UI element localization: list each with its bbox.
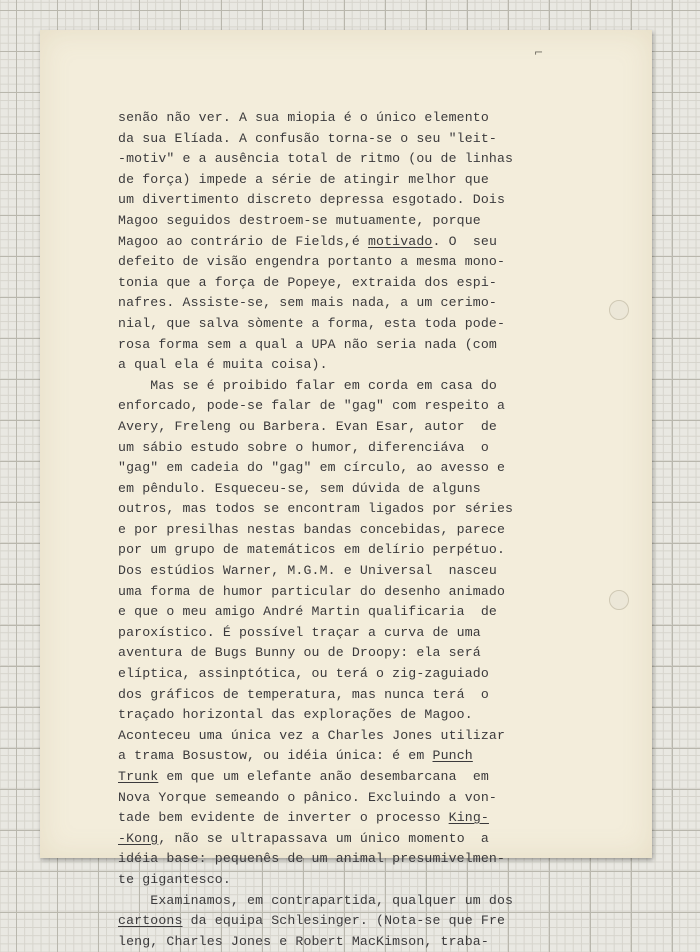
text-segment: tonia que a força de Popeye, extraida dos espi- xyxy=(118,274,497,290)
underlined-title: cartoons xyxy=(118,913,183,929)
text-line xyxy=(118,149,608,170)
text-line xyxy=(118,746,608,767)
text-segment: traçado horizontal das explorações de Magoo. xyxy=(118,707,473,723)
text-line xyxy=(118,438,608,459)
underlined-title: Punch xyxy=(432,748,473,764)
text-line xyxy=(118,891,608,912)
text-segment: . O seu xyxy=(432,233,498,249)
text-segment: Avery, Freleng ou Barbera. Evan Esar, autor de xyxy=(118,418,497,434)
text-line xyxy=(118,685,608,706)
text-segment: da sua Elíada. A confusão torna-se o seu "leit- xyxy=(118,130,497,146)
text-line xyxy=(118,788,608,809)
text-segment: Magoo seguidos destroem-se mutuamente, porque xyxy=(118,212,481,228)
text-segment: um divertimento discreto depressa esgotado. Dois xyxy=(118,192,506,208)
typed-page xyxy=(40,30,652,949)
text-segment: em que um elefante anão desembarcana em xyxy=(158,769,489,784)
text-segment: paroxístico. É possível traçar a curva de uma xyxy=(118,624,481,640)
text-segment: leng, Charles Jones e Robert MacKimson, traba- xyxy=(118,933,489,949)
text-segment: da equipa Schlesinger. (Nota-se que Fre xyxy=(182,913,506,929)
text-segment: e que o meu amigo André Martin qualificaria de xyxy=(118,604,497,620)
underlined-title: Trunk xyxy=(118,769,159,784)
text-line xyxy=(118,849,608,870)
text-line xyxy=(118,190,608,211)
text-segment: Examinamos, em contrapartida, qualquer um dos xyxy=(118,892,514,908)
text-segment: Aconteceu uma única vez a Charles Jones utilizar xyxy=(118,727,506,743)
text-segment: elíptica, assinptótica, ou terá o zig-zaguiado xyxy=(118,666,489,682)
text-line xyxy=(118,355,608,376)
text-line xyxy=(118,314,608,335)
text-segment: -motiv" e a ausência total de ritmo (ou de linhas xyxy=(118,151,514,167)
text-line xyxy=(118,376,608,397)
text-line xyxy=(118,232,608,253)
punch-hole-top xyxy=(609,300,629,320)
text-line xyxy=(118,602,608,623)
text-segment: idéia base: pequenês de um animal presumivelmen- xyxy=(118,851,506,867)
ink-mark: ⌐ xyxy=(534,46,544,59)
text-segment: Mas se é proibido falar em corda em casa do xyxy=(118,377,497,393)
text-line xyxy=(118,211,608,232)
text-segment: a qual ela é muita coisa). xyxy=(118,357,328,373)
text-segment: a trama Bosustow, ou idéia única: é em xyxy=(118,748,433,764)
text-segment: te gigantesco. xyxy=(118,871,231,887)
text-line xyxy=(118,417,608,438)
text-segment: rosa forma sem a qual a UPA não seria nada (com xyxy=(118,336,497,352)
punch-hole-bottom xyxy=(609,590,629,610)
text-line xyxy=(118,458,608,479)
text-segment: Nova Yorque semeando o pânico. Excluindo a von- xyxy=(118,789,497,805)
text-line xyxy=(118,170,608,191)
text-line xyxy=(118,520,608,541)
text-line xyxy=(118,726,608,747)
text-segment: Magoo ao contrário de Fields,é xyxy=(118,233,368,249)
text-line xyxy=(118,479,608,500)
text-line xyxy=(118,252,608,273)
text-line xyxy=(118,293,608,314)
text-segment: em pêndulo. Esqueceu-se, sem dúvida de alguns xyxy=(118,480,481,496)
text-line xyxy=(118,396,608,417)
text-segment: por um grupo de matemáticos em delírio perpétuo. xyxy=(118,542,506,558)
text-segment: outros, mas todos se encontram ligados por séries xyxy=(118,501,514,517)
text-line xyxy=(118,808,608,829)
text-segment: defeito de visão engendra portanto a mesma mono- xyxy=(118,254,506,270)
text-segment: senão não ver. A sua miopia é o único elemento xyxy=(118,110,489,125)
text-segment: nial, que salva sòmente a forma, esta toda pode- xyxy=(118,315,506,331)
text-line xyxy=(118,870,608,891)
text-line xyxy=(118,911,608,932)
text-line xyxy=(118,932,608,952)
text-segment: e por presilhas nestas bandas concebidas, parece xyxy=(118,521,506,537)
text-line xyxy=(118,129,608,150)
text-segment: aventura de Bugs Bunny ou de Droopy: ela será xyxy=(118,645,481,661)
text-segment: um sábio estudo sobre o humor, diferenciáva o xyxy=(118,439,489,455)
text-segment: enforcado, pode-se falar de "gag" com respeito a xyxy=(118,398,506,414)
underlined-title: motivado xyxy=(367,233,433,249)
underlined-title: -Kong xyxy=(118,830,159,846)
text-line xyxy=(118,643,608,664)
text-line xyxy=(118,767,608,788)
page-body-text xyxy=(118,108,608,952)
text-line xyxy=(118,561,608,582)
text-segment: Dos estúdios Warner, M.G.M. e Universal nasceu xyxy=(118,563,497,579)
text-line xyxy=(118,829,608,850)
text-line xyxy=(118,273,608,294)
text-segment: uma forma de humor particular do desenho animado xyxy=(118,583,506,599)
text-segment: de força) impede a série de atingir melhor que xyxy=(118,171,489,187)
text-line xyxy=(118,623,608,644)
text-segment: "gag" em cadeia do "gag" em círculo, ao avesso e xyxy=(118,460,506,476)
underlined-title: King- xyxy=(448,810,489,826)
text-line xyxy=(118,705,608,726)
text-line xyxy=(118,108,608,129)
text-line xyxy=(118,335,608,356)
text-line xyxy=(118,540,608,561)
text-line xyxy=(118,582,608,603)
text-segment: , não se ultrapassava um único momento a xyxy=(158,830,489,846)
text-segment: tade bem evidente de inverter o processo xyxy=(118,810,449,826)
text-line xyxy=(118,664,608,685)
text-segment: dos gráficos de temperatura, mas nunca terá o xyxy=(118,686,489,702)
text-segment: nafres. Assiste-se, sem mais nada, a um cerimo- xyxy=(118,295,497,311)
text-line xyxy=(118,499,608,520)
